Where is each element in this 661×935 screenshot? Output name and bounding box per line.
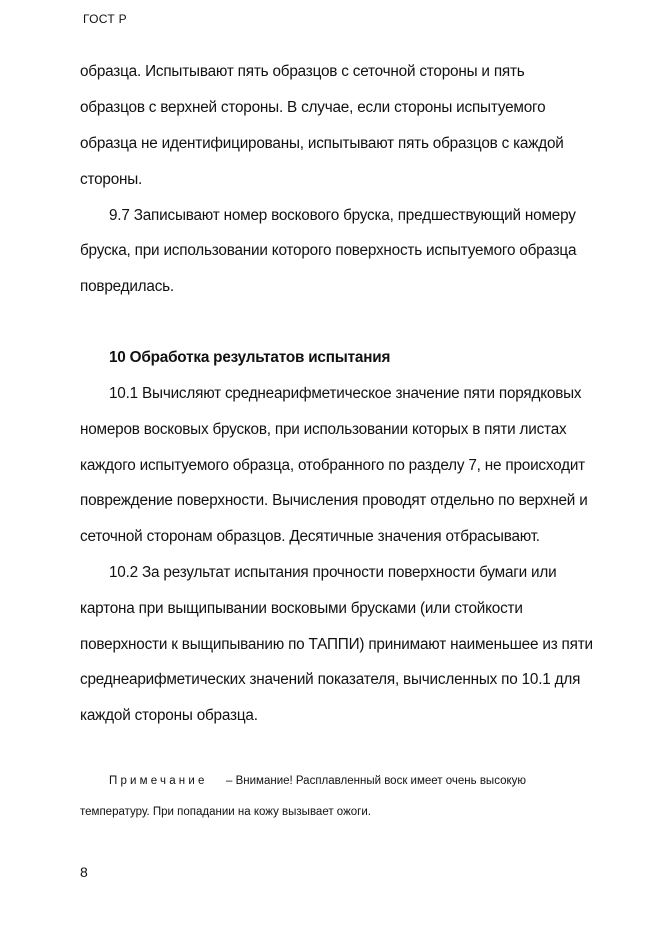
text-line: 10.2 За результат испытания прочности поверхности бумаги или xyxy=(109,564,557,581)
text-line: каждой стороны образца. xyxy=(80,707,258,724)
text-line: образца. Испытывают пять образцов с сеточной стороны и пять xyxy=(80,63,525,80)
text-line: поверхности к выщипыванию по ТАППИ) принимают наименьшее из пяти xyxy=(80,636,593,653)
text-line: повредилась. xyxy=(80,278,174,295)
text-line: образца не идентифицированы, испытывают пять образцов с каждой xyxy=(80,135,564,152)
text-line: каждого испытуемого образца, отобранного по разделу 7, не происходит xyxy=(80,457,585,474)
text-line: сеточной сторонам образцов. Десятичные значения отбрасывают. xyxy=(80,528,540,545)
text-line: образцов с верхней стороны. В случае, если стороны испытуемого xyxy=(80,99,546,116)
note-text-line: температуру. При попадании на кожу вызывает ожоги. xyxy=(80,806,371,818)
note-text-line: – Внимание! Расплавленный воск имеет очень высокую xyxy=(226,775,527,787)
text-line: 9.7 Записывают номер воскового бруска, предшествующий номеру xyxy=(109,207,576,224)
text-line: стороны. xyxy=(80,171,143,188)
section-heading: 10 Обработка результатов испытания xyxy=(109,349,391,366)
page-header: ГОСТ Р xyxy=(83,12,127,26)
text-line: среднеарифметических значений показателя, вычисленных по 10.1 для xyxy=(80,671,581,688)
text-line: повреждение поверхности. Вычисления проводят отдельно по верхней и xyxy=(80,492,588,509)
text-line: 10.1 Вычисляют среднеарифметическое значение пяти порядковых xyxy=(109,385,582,402)
text-line: номеров восковых брусков, при использовании которых в пяти листах xyxy=(80,421,567,438)
page-number: 8 xyxy=(80,864,88,880)
text-line: бруска, при использовании которого поверхность испытуемого образца xyxy=(80,242,577,259)
note-label: Примечание xyxy=(109,775,208,787)
text-line: картона при выщипывании восковыми брусками (или стойкости xyxy=(80,600,523,617)
